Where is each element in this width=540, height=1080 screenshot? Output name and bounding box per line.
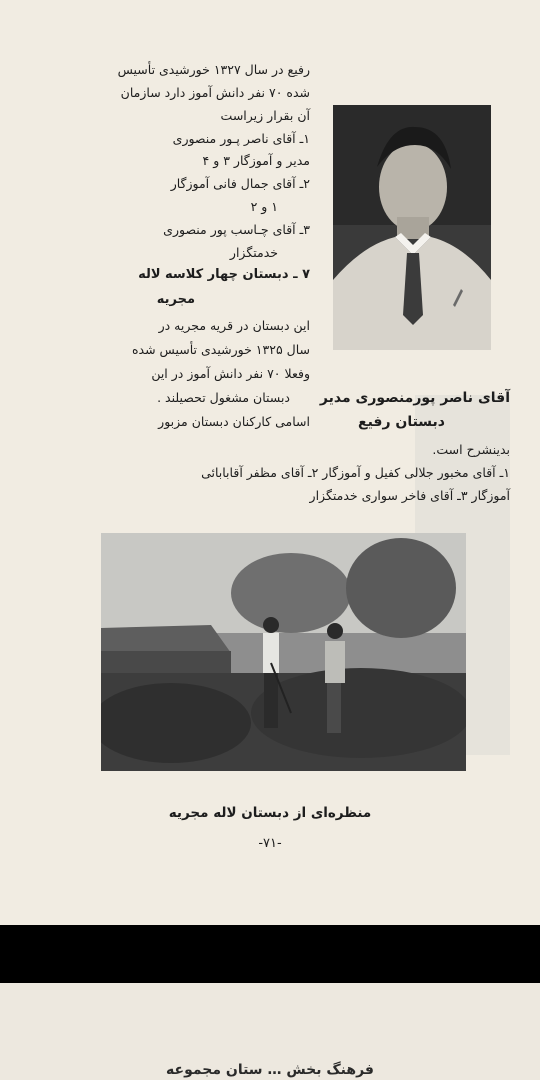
text-line-1: رفیع در سال ۱۳۲۷ خورشیدی تأسیس: [117, 62, 310, 77]
section-heading-7: ۷ ـ دبستان چهار کلاسه لاله: [138, 267, 310, 282]
next-page-header: فرهنگ بخش … ستان مجموعه: [166, 1062, 374, 1078]
text-line-15: دبستان مشغول تحصیلند .: [157, 390, 290, 405]
section-heading-7-cont: مجریه: [156, 292, 195, 307]
page-number: -۷۱-: [258, 836, 282, 851]
portrait-caption-line-1: آقای ناصر پورمنصوری مدیر: [319, 390, 510, 406]
portrait-image: [333, 105, 491, 350]
scan-gap: [0, 925, 540, 983]
text-line-17: بدینشرح است.: [432, 442, 510, 457]
text-line-12: این دبستان در قریه مجریه در: [158, 318, 310, 333]
text-line-19: آموزگار ۳ـ آقای فاخر سواری خدمتگزار: [309, 488, 510, 503]
text-line-5: مدیر و آموزگار ۳ و ۴: [202, 153, 310, 168]
text-line-13: سال ۱۳۲۵ خورشیدی تأسیس شده: [132, 342, 310, 357]
text-line-16: اسامی کارکنان دبستان مزبور: [158, 414, 310, 429]
portrait-caption-line-2: دبستان رفیع: [358, 414, 445, 430]
text-line-6: ۲ـ آقای جمال فانی آموزگار: [170, 176, 310, 191]
text-line-9: خدمتگزار: [229, 245, 278, 260]
text-line-18: ۱ـ آقای مخبور جلالی کفیل و آموزگار ۲ـ آقای مظفر آقابابائی: [201, 465, 510, 480]
photo-caption: منظره‌ای از دبستان لاله مجریه: [168, 805, 372, 821]
text-line-14: وفعلا ۷۰ نفر دانش آموز در این: [151, 366, 310, 381]
school-garden-image: [101, 533, 466, 771]
text-line-4: ۱ـ آقای ناصر پـور منصوری: [172, 131, 310, 146]
text-line-3: آن بقرار زیراست: [220, 108, 310, 123]
portrait-photo: [333, 105, 491, 350]
school-photo: [101, 533, 466, 771]
text-line-8: ۳ـ آقای چـاسب پور منصوری: [163, 222, 310, 237]
text-line-2: شده ۷۰ نفر دانش آموز دارد سازمان: [120, 85, 310, 100]
text-line-7: ۱ و ۲: [250, 199, 278, 214]
